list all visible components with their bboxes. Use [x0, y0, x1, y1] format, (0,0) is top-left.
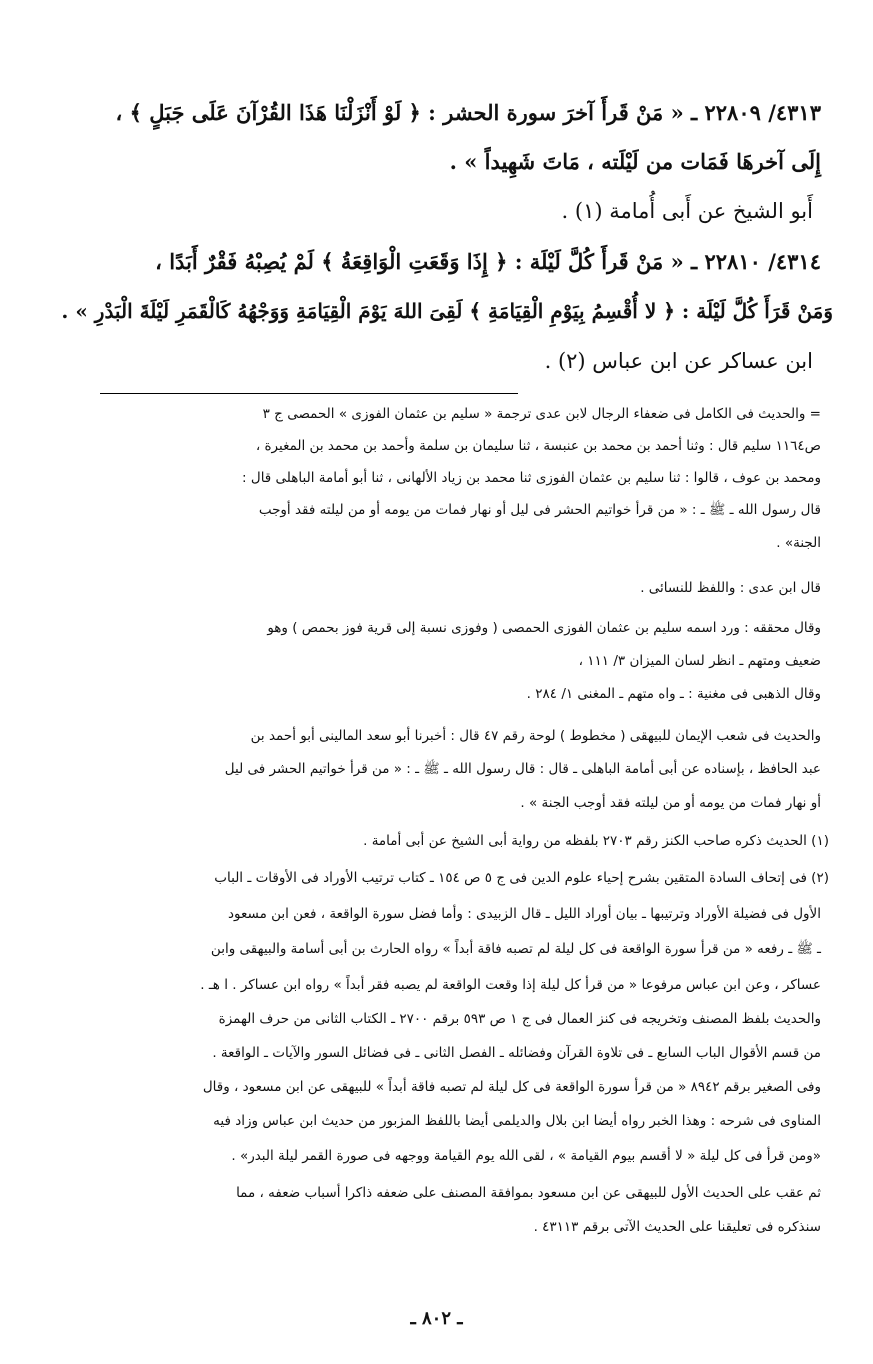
footnote-line: وقال محققه : ورد اسمه سليم بن عثمان الفوزى الحمصى ( وفوزى نسبة إلى قرية فوز بحمص ) وهو — [267, 620, 821, 636]
hadith-4314-source: ابن عساكر عن ابن عباس (٢) . — [544, 349, 813, 373]
footnote-line: سنذكره فى تعليقنا على الحديث الآتى برقم ٤٣١١٣ . — [533, 1219, 821, 1235]
footnote-line: قال رسول الله ـ ﷺ ـ : « من قرأ خواتيم الحشر فى ليل أو نهار فمات من يومه أو من ليلته فقد أوجب — [258, 502, 821, 518]
footnote-line: أو نهار فمات من يومه أو من ليلته فقد أوجب الجنة » . — [520, 795, 821, 811]
footnote-line: المناوى فى شرحه : وهذا الخبر رواه أيضا ابن بلال والديلمى أيضا باللفظ المزبور من حديث ابن عباس وزاد فيه — [213, 1113, 821, 1129]
hadith-4313-line-1: ٤٣١٣/ ٢٢٨٠٩ ـ « مَنْ قَرأَ آخرَ سورة الحشر : ﴿ لَوْ أَنْزَلْنَا هَذَا القُرْآنَ عَلَى جَبَلٍ ﴾ ، — [115, 100, 821, 125]
footnote-line: والحديث بلفظ المصنف وتخريجه فى كنز العمال فى ج ١ ص ٥٩٣ برقم ٢٧٠٠ ـ الكتاب الثانى من حرف الهمزة — [218, 1011, 821, 1027]
footnote-line: وفى الصغير برقم ٨٩٤٢ « من قرأ سورة الواقعة فى كل ليلة لم تصبه فاقة أبداً » للبيهقى عن ابن مسعود ، وقال — [202, 1079, 821, 1095]
footnote-line: «ومن قرأ فى كل ليلة « لا أقسم بيوم القيامة » ، لقى الله يوم القيامة ووجهه فى صورة القمر ليلة البدر» . — [231, 1148, 821, 1164]
footnote-separator — [100, 393, 518, 394]
footnote-line: = والحديث فى الكامل فى ضعفاء الرجال لابن عدى ترجمة « سليم بن عثمان الفوزى » الحمصى ج ٣ — [262, 406, 821, 422]
footnote-line: الجنة» . — [776, 535, 821, 551]
page-number: ـ ٨٠٢ ـ — [410, 1308, 463, 1329]
footnote-line: الأول فى فضيلة الأوراد وترتيبها ـ بيان أوراد الليل ـ قال الزبيدى : وأما فضل سورة الواقعة ، فعن ابن مسعود — [228, 906, 821, 922]
footnote-line: ص١١٦٤ سليم قال : وثنا أحمد بن محمد بن عنبسة ، ثنا سليمان بن سلمة وأحمد بن محمد بن المغيرة ، — [255, 438, 821, 454]
footnote-line: عبد الحافظ ، بإسناده عن أبى أمامة الباهلى ـ قال : قال رسول الله ـ ﷺ ـ : « من قرأ خواتيم الحشر فى ليل — [224, 761, 821, 777]
footnote-line: ثم عقب على الحديث الأول للبيهقى عن ابن مسعود بموافقة المصنف على ضعفه ذاكرا أسباب ضعفه ، مما — [236, 1185, 821, 1201]
footnote-line: عساكر ، وعن ابن عباس مرفوعا « من قرأ كل ليلة إذا وقعت الواقعة لم يصبه فقر أبداً » رواه ابن عساكر . ا هـ . — [200, 977, 821, 993]
footnote-line: ـ ﷺ ـ رفعه « من قرأ سورة الواقعة فى كل ليلة لم تصبه فاقة أبداً » رواه الحارث بن أبى أسامة والبيهقى وابن — [210, 941, 821, 957]
footnote-line: قال ابن عدى : واللفظ للنسائى . — [640, 580, 821, 596]
hadith-4314-line-1: ٤٣١٤/ ٢٢٨١٠ ـ « مَنْ قَرأَ كُلَّ لَيْلَة : ﴿ إِذَا وَقَعَتِ الْوَاقِعَةُ ﴾ لَمْ يُصِبْهُ فَقْرٌ أَبَدًا ، — [155, 249, 821, 274]
hadith-4313-source: أَبو الشيخ عن أَبى أُمامة (١) . — [561, 199, 813, 223]
footnote-line: وقال الذهبى فى مغنية : ـ واه متهم ـ المغنى ١/ ٢٨٤ . — [526, 686, 821, 702]
footnote-line: ضعيف ومتهم ـ انظر لسان الميزان ٣/ ١١١ ، — [578, 653, 821, 669]
footnote-2: (٢) فى إتحاف السادة المتقين بشرح إحياء علوم الدين فى ج ٥ ص ١٥٤ ـ كتاب ترتيب الأوراد فى الأوقات ـ الباب — [214, 870, 829, 886]
footnote-line: من قسم الأقوال الباب السابع ـ فى تلاوة القرآن وفضائله ـ الفصل الثانى ـ فى فضائل السور والآيات ـ الواقعة . — [212, 1045, 821, 1061]
footnote-line: والحديث فى شعب الإيمان للبيهقى ( مخطوط ) لوحة رقم ٤٧ قال : أخبرنا أبو سعد المالينى أبو أحمد بن — [250, 728, 821, 744]
hadith-4314-line-2: وَمَنْ قَرَأَ كُلَّ لَيْلَة : ﴿ لا أُقْسِمُ بِيَوْمِ الْقِيَامَةِ ﴾ لَقِىَ اللهَ يَوْمَ الْقِيَامَةِ وَوَجْهُهُ كَالْقَمَرِ لَيْلَةَ الْبَدْرِ » . — [61, 299, 833, 323]
footnote-1: (١) الحديث ذكره صاحب الكنز رقم ٢٧٠٣ بلفظه من رواية أبى الشيخ عن أبى أمامة . — [363, 833, 829, 849]
footnote-line: ومحمد بن عوف ، قالوا : ثنا سليم بن عثمان الفوزى ثنا محمد بن زياد الألهانى ، ثنا أبو أمامة الباهلى قال : — [242, 470, 821, 486]
hadith-4313-line-2: إِلَى آخرهَا فَمَات من لَيْلَته ، مَاتَ شَهِيداً » . — [449, 149, 821, 174]
